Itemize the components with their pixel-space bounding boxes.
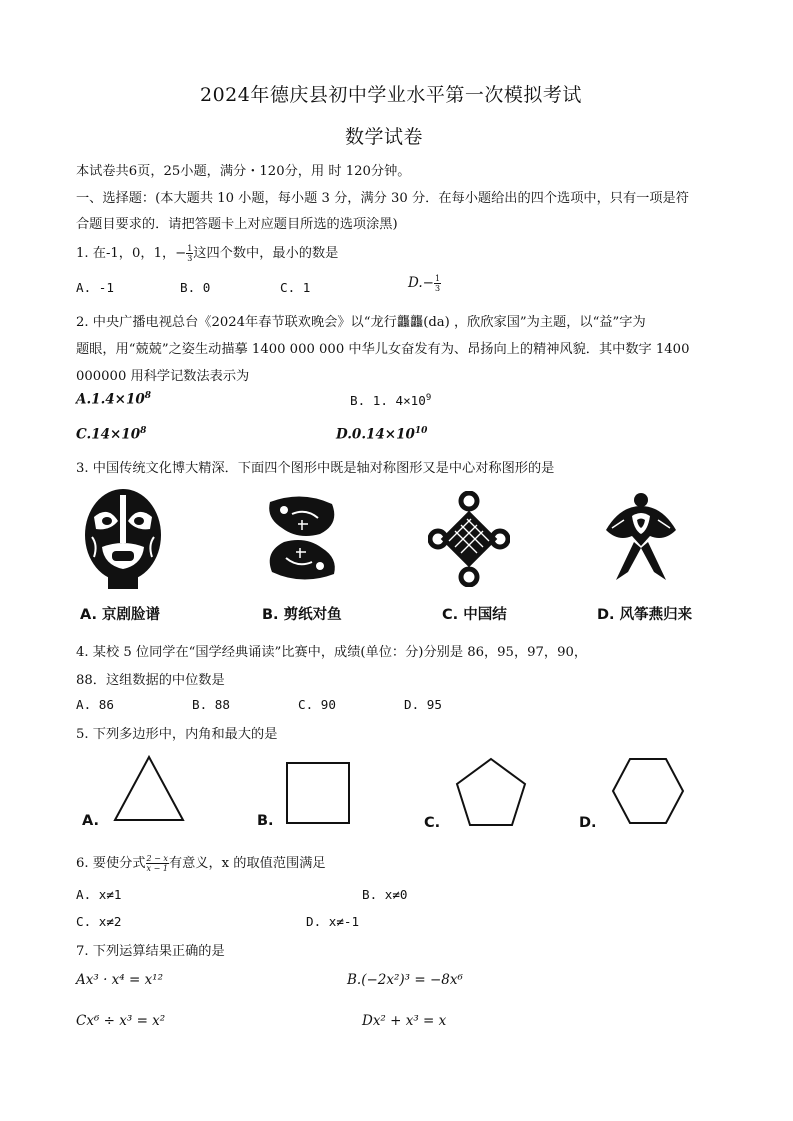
pentagon-shape — [454, 756, 528, 828]
q2-option-b — [350, 393, 431, 408]
q6-frac-den: x − 1 — [146, 864, 168, 873]
chinese-knot-figure — [428, 491, 510, 587]
q1-option-b: B. 0 — [180, 280, 211, 295]
q2-opt-a-base: A.1.4×10 — [76, 391, 145, 408]
q7-option-a: Ax³ · x⁴ = x¹² — [76, 972, 164, 988]
q6-option-d: D. x≠-1 — [306, 914, 360, 929]
square-shape — [284, 760, 352, 826]
q6-suffix: 有意义，x 的取值范围满足 — [168, 856, 326, 871]
q7-option-d: Dx² + x³ = x — [362, 1013, 447, 1029]
q3-text: 3. 中国传统文化博大精深．下面四个图形中既是轴对称图形又是中心对称图形的是 — [76, 461, 555, 476]
q6-prefix: 6. 要使分式 — [76, 856, 146, 871]
q2-opt-d-base: D.0.14×10 — [336, 426, 415, 443]
q1-option-d — [408, 274, 441, 293]
exam-title: 2024年德庆县初中学业水平第一次模拟考试 — [200, 84, 582, 106]
q2-opt-b-base: B. 1. 4×10 — [350, 393, 426, 409]
q1-suffix: 这四个数中，最小的数是 — [193, 246, 339, 261]
q4-option-a: A. 86 — [76, 697, 114, 712]
q3-label-d: D. 风筝燕归来 — [597, 607, 693, 623]
q4-option-b: B. 88 — [192, 697, 230, 712]
q2-option-d — [336, 426, 427, 443]
opera-mask-figure — [82, 487, 164, 591]
q6-option-a: A. x≠1 — [76, 887, 122, 902]
q3-label-a: A. 京剧脸谱 — [80, 607, 161, 623]
q1-frac-num: 1 — [187, 244, 193, 253]
q2-option-a — [76, 391, 151, 408]
q4-option-c: C. 90 — [298, 697, 336, 712]
q5-label-c: C. — [424, 815, 441, 831]
q2-line2: 题眼，用“兢兢”之姿生动描摹 1400 000 000 中华儿女奋发有为、昂扬向上的精神风貌．其中数字 1400 — [76, 342, 690, 357]
q1-opt-d-num: 1 — [434, 274, 441, 283]
q1-opt-d-den: 3 — [434, 284, 441, 293]
q1-opt-d-fraction — [434, 274, 441, 293]
q6-fraction — [146, 854, 169, 873]
swallow-kite-figure — [604, 490, 678, 584]
q4-option-d: D. 95 — [404, 697, 442, 712]
q7-text: 7. 下列运算结果正确的是 — [76, 944, 225, 959]
q2-opt-b-exp: 9 — [425, 393, 432, 403]
exam-subtitle: 数学试卷 — [345, 126, 424, 148]
q2-option-c — [76, 426, 146, 443]
q1-prefix: 1. 在-1，0，1，− — [76, 246, 187, 261]
section1-line1: 一、选择题：(本大题共 10 小题，每小题 3 分，满分 30 分．在每小题给出的四个选项中，只有一项是符 — [76, 191, 689, 206]
q2-opt-c-base: C.14×10 — [76, 426, 141, 443]
q5-label-a: A. — [82, 813, 99, 829]
q5-text: 5. 下列多边形中，内角和最大的是 — [76, 727, 278, 742]
triangle-shape — [112, 754, 186, 824]
q1-frac-den: 3 — [187, 254, 193, 263]
question-6 — [76, 852, 326, 873]
q1-option-c: C. 1 — [280, 280, 311, 295]
question-1 — [76, 242, 338, 263]
q3-label-c: C. 中国结 — [442, 607, 507, 623]
q5-label-d: D. — [579, 815, 597, 831]
section1-line2: 合题目要求的．请把答题卡上对应题目所选的选项涂黑) — [76, 217, 398, 232]
q6-option-c: C. x≠2 — [76, 914, 122, 929]
q2-opt-c-exp: 8 — [140, 426, 147, 436]
q2-opt-a-exp: 8 — [144, 391, 152, 401]
q2-line3: 000000 用科学记数法表示为 — [76, 369, 250, 384]
q1-opt-d-prefix: D.− — [408, 275, 434, 291]
q2-line1: 2. 中央广播电视总台《2024年春节联欢晚会》以“龙行龘龘(da) ，欣欣家国”为主题，以“益”字为 — [76, 315, 646, 330]
q7-option-c: Cx⁶ ÷ x³ = x² — [76, 1013, 166, 1029]
q2-opt-d-exp: 10 — [414, 426, 428, 436]
paper-cut-fish-figure — [262, 490, 342, 586]
q6-frac-num: 2 − x — [146, 854, 168, 863]
q7-option-b: B.(−2x²)³ = −8x⁶ — [347, 972, 463, 988]
q6-option-b: B. x≠0 — [362, 887, 408, 902]
q3-label-b: B. 剪纸对鱼 — [262, 607, 342, 623]
q4-line2: 88．这组数据的中位数是 — [76, 673, 225, 688]
q5-label-b: B. — [257, 813, 274, 829]
intro-text: 本试卷共6页，25小题，满分・120分，用 时 120分钟。 — [76, 164, 411, 179]
q4-line1: 4. 某校 5 位同学在“国学经典诵读”比赛中，成绩(单位：分)分别是 86，95，97，90， — [76, 645, 588, 660]
q1-option-a: A. -1 — [76, 280, 114, 295]
hexagon-shape — [610, 756, 686, 826]
